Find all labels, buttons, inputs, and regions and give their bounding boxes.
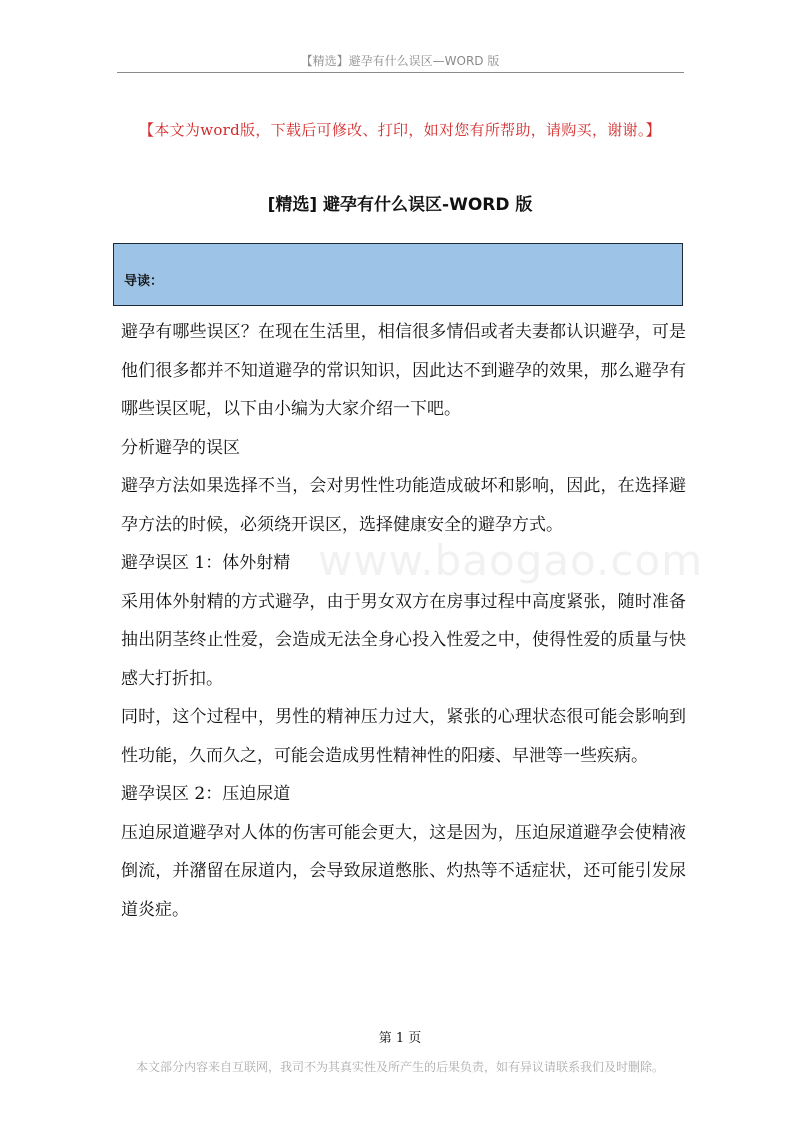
footer-disclaimer: 本文部分内容来自互联网，我司不为其真实性及所产生的后果负责，如有异议请联系我们及时删除。 [135,1060,664,1074]
page-title: [精选] 避孕有什么误区-WORD 版 [267,195,533,215]
article-body [121,313,686,929]
download-notice: 【本文为word版，下载后可修改、打印，如对您有所帮助，请购买，谢谢。】 [139,121,661,139]
paragraph-intro: 避孕有哪些误区？在现在生活里，相信很多情侣或者夫妻都认识避孕，可是他们很多都并不知道避孕的常识知识，因此达不到避孕的效果，那么避孕有哪些误区呢，以下由小编为大家介绍一下吧。 [121,322,686,419]
page-number: 第 1 页 [378,1031,422,1046]
section-heading: 避孕误区 2：压迫尿道 [121,784,291,804]
section-heading: 避孕误区 1：体外射精 [121,553,291,573]
watermark: www.baogao.com [318,536,704,585]
paragraph: 避孕方法如果选择不当，会对男性性功能造成破坏和影响，因此，在选择避孕方法的时候，必须绕开误区，选择健康安全的避孕方式。 [121,476,686,535]
guide-label: 导读： [124,274,164,289]
running-header: 【精选】避孕有什么误区—WORD 版 [300,54,500,68]
paragraph: 同时，这个过程中，男性的精神压力过大，紧张的心理状态很可能会影响到性功能，久而久之，可能会造成男性精神性的阳痿、早泄等一些疾病。 [121,707,686,766]
paragraph: 采用体外射精的方式避孕，由于男女双方在房事过程中高度紧张，随时准备抽出阴茎终止性爱，会造成无法全身心投入性爱之中，使得性爱的质量与快感大打折扣。 [121,591,686,689]
paragraph: 压迫尿道避孕对人体的伤害可能会更大，这是因为，压迫尿道避孕会使精液倒流，并潴留在尿道内，会导致尿道憋胀、灼热等不适症状，还可能引发尿道炎症。 [121,822,686,920]
header-divider [117,72,684,73]
guide-box [113,243,683,306]
section-heading: 分析避孕的误区 [121,437,240,458]
